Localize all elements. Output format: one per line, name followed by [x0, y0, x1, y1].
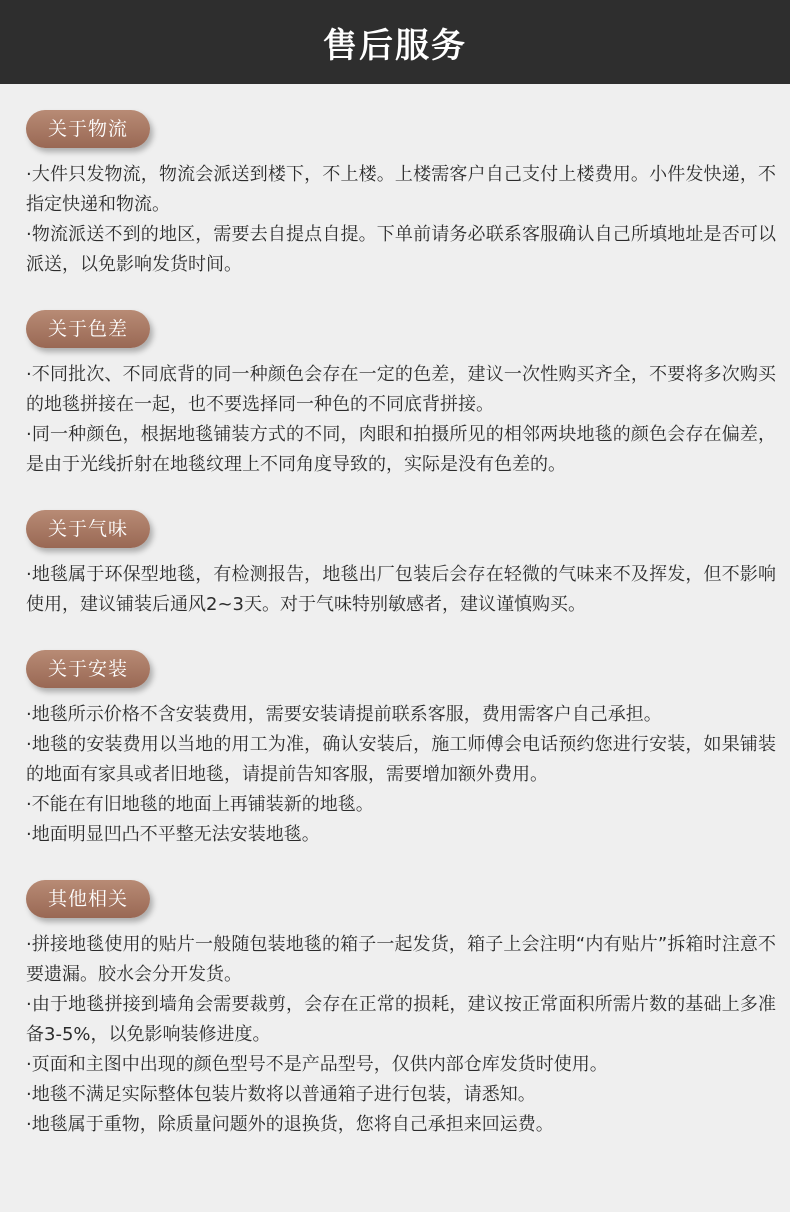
section-odor — [26, 510, 776, 620]
page-header — [0, 0, 790, 84]
list-item: ·地毯属于环保型地毯，有检测报告，地毯出厂包装后会存在轻微的气味来不及挥发，但不影响使用，建议铺装后通风2~3天。对于气味特别敏感者，建议谨慎购买。 — [26, 564, 776, 615]
section-color-difference — [26, 310, 776, 480]
section-other — [26, 880, 776, 1140]
section-items — [26, 560, 776, 620]
list-item: ·页面和主图中出现的颜色型号不是产品型号，仅供内部仓库发货时使用。 — [26, 1054, 608, 1075]
section-title-badge: 其他相关 — [26, 880, 150, 918]
list-item: ·地毯不满足实际整体包装片数将以普通箱子进行包装，请悉知。 — [26, 1084, 536, 1105]
list-item: ·地面明显凹凸不平整无法安装地毯。 — [26, 824, 320, 845]
section-logistics — [26, 110, 776, 280]
section-title-badge: 关于安装 — [26, 650, 150, 688]
section-installation — [26, 650, 776, 850]
list-item: ·物流派送不到的地区，需要去自提点自提。下单前请务必联系客服确认自己所填地址是否可以派送，以免影响发货时间。 — [26, 224, 776, 275]
list-item: ·由于地毯拼接到墙角会需要裁剪，会存在正常的损耗，建议按正常面积所需片数的基础上多准备3-5%，以免影响装修进度。 — [26, 994, 776, 1045]
list-item: ·拼接地毯使用的贴片一般随包装地毯的箱子一起发货，箱子上会注明“内有贴片”拆箱时注意不要遗漏。胶水会分开发货。 — [26, 934, 776, 985]
service-content — [0, 84, 790, 1140]
list-item: ·不同批次、不同底背的同一种颜色会存在一定的色差，建议一次性购买齐全，不要将多次购买的地毯拼接在一起，也不要选择同一种色的不同底背拼接。 — [26, 364, 776, 415]
list-item: ·地毯属于重物，除质量问题外的退换货，您将自己承担来回运费。 — [26, 1114, 554, 1135]
list-item: ·不能在有旧地毯的地面上再铺装新的地毯。 — [26, 794, 374, 815]
section-items — [26, 930, 776, 1140]
page-title: 售后服务 — [323, 25, 467, 66]
list-item: ·地毯所示价格不含安装费用，需要安装请提前联系客服，费用需客户自己承担。 — [26, 704, 662, 725]
section-items — [26, 160, 776, 280]
section-items — [26, 700, 776, 850]
list-item: ·同一种颜色，根据地毯铺装方式的不同，肉眼和拍摄所见的相邻两块地毯的颜色会存在偏差，是由于光线折射在地毯纹理上不同角度导致的，实际是没有色差的。 — [26, 424, 776, 475]
list-item: ·地毯的安装费用以当地的用工为准，确认安装后，施工师傅会电话预约您进行安装，如果铺装的地面有家具或者旧地毯，请提前告知客服，需要增加额外费用。 — [26, 734, 776, 785]
list-item: ·大件只发物流，物流会派送到楼下，不上楼。上楼需客户自己支付上楼费用。小件发快递，不指定快递和物流。 — [26, 164, 776, 215]
section-items — [26, 360, 776, 480]
section-title-badge: 关于气味 — [26, 510, 150, 548]
section-title-badge: 关于色差 — [26, 310, 150, 348]
section-title-badge: 关于物流 — [26, 110, 150, 148]
